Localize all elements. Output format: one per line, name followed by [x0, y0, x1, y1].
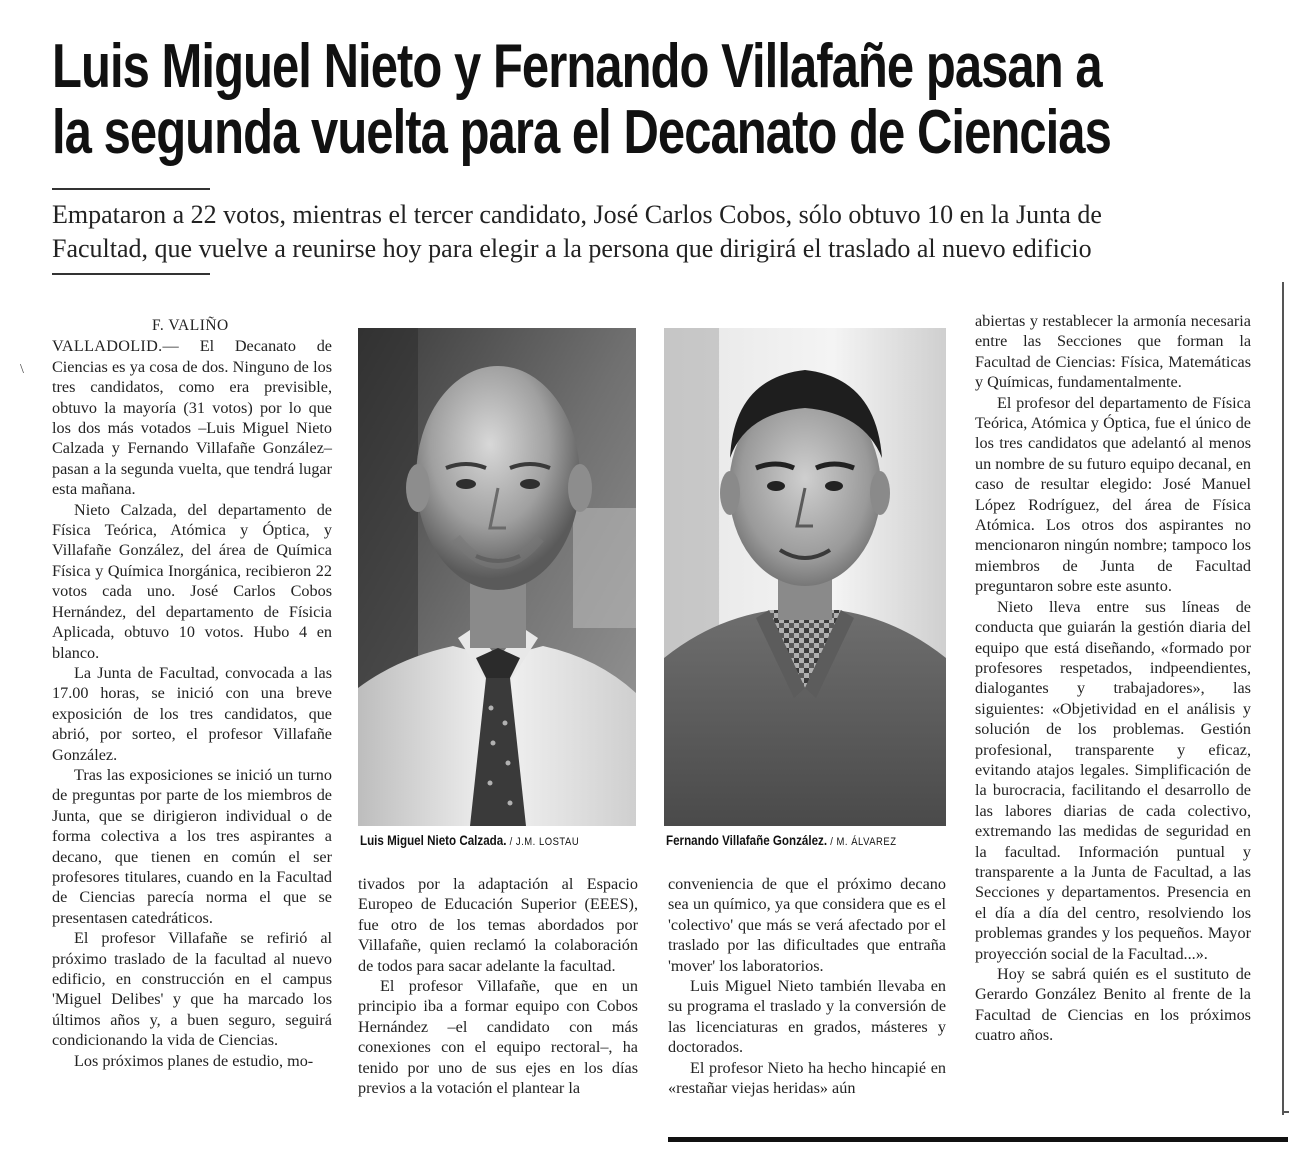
column-1-paragraph-3: La Junta de Facultad, convocada a las 17.00 horas, se inició con una breve exposición de los tres candidatos, que abrió, por sorteo, el profesor Villafañe González. — [52, 663, 332, 764]
article-column-2 — [358, 874, 638, 1098]
subhead-top-rule — [52, 188, 210, 190]
article-column-3 — [668, 874, 946, 1098]
page-edge-tick — [1282, 1111, 1289, 1113]
subhead-bottom-rule — [52, 273, 210, 275]
column-1-paragraph-2: Nieto Calzada, del departamento de Física Teórica, Atómica y Óptica, y Villafañe González, del área de Química Física y Química Inorgánica, recibieron 22 votos cada uno. José Carlos Cobos Hernández, del departamento de Físicia Aplicada, obtuvo 10 votos. Hubo 4 en blanco. — [52, 500, 332, 662]
headline-line-2: la segunda vuelta para el Decanato de Ciencias — [52, 98, 1111, 167]
column-1-paragraph-1 — [52, 336, 332, 499]
portrait-image — [664, 328, 946, 826]
subhead-line-1: Empataron a 22 votos, mientras el tercer candidato, José Carlos Cobos, sólo obtuvo 10 en la Junta de — [52, 200, 1102, 229]
column-2-paragraph-1: tivados por la adaptación al Espacio Europeo de Educación Superior (EEES), fue otro de los temas abordados por Villafañe, quien reclamó la colaboración de todos para sacar adelante la facultad. — [358, 875, 638, 975]
photo-1-credit: / J.M. LOSTAU — [506, 836, 580, 848]
column-3-paragraph-3: El profesor Nieto ha hecho hincapié en «restañar viejas heridas» aún — [668, 1058, 946, 1098]
column-1-paragraph-4: Tras las exposiciones se inició un turno de preguntas por parte de los miembros de Junta, que se dirigieron individual o de forma colectiva a los tres aspirantes a decano, que tienen en común el ser profesores titulares, cuando en la Facultad de Ciencias parecía norma el que se presentasen catedráticos. — [52, 765, 332, 927]
subhead — [52, 198, 1272, 266]
column-4-paragraph-1: abiertas y restablecer la armonía necesaria entre las Secciones que forman la Facultad de Ciencias: Física, Matemáticas y Químicas, fundamentalmente. — [975, 312, 1251, 392]
byline: F. VALIÑO — [152, 317, 229, 334]
column-1-paragraph-5: El profesor Villafañe se refirió al próximo traslado de la facultad al nuevo edificio, en construcción en el campus 'Miguel Delibes' y que ha marcado los últimos años y, a buen seguro, seguirá condicionando la vida de Ciencias. — [52, 929, 332, 1050]
column-1-paragraph-6: Los próximos planes de estudio, mo- — [74, 1051, 314, 1070]
column-4-paragraph-4: Hoy se sabrá quién es el sustituto de Gerardo González Benito al frente de la Facultad de Ciencias en los próximos cuatro años. — [975, 965, 1251, 1045]
column-3-paragraph-2: Luis Miguel Nieto también llevaba en su programa el traslado y la conversión de las licenciaturas en grados, másteres y doctorados. — [668, 977, 946, 1057]
article-column-1 — [52, 316, 332, 1071]
column-1-paragraph-1-text: El Decanato de Ciencias es ya cosa de dos. Ninguno de los tres candidatos, como era previsible, obtuvo la mayoría (31 votos) por lo que los dos más votados –Luis Miguel Nieto Calzada y Fernando Villafañe González– pasan a la segunda vuelta, que tendrá lugar esta mañana. — [52, 337, 332, 499]
photo-2-caption-name: Fernando Villafañe González. — [666, 833, 828, 848]
subhead-line-2: Facultad, que vuelve a reunirse hoy para elegir a la persona que dirigirá el traslado al nuevo edificio — [52, 234, 1092, 263]
photo-fernando-villafane — [664, 328, 946, 826]
column-4-paragraph-2: El profesor del departamento de Física Teórica, Atómica y Óptica, fue el único de los tres candidatos que adelantó al menos un nombre de su futuro equipo decanal, en caso de resultar elegido: José Manuel López Rodríguez, del área de Física Atómica. Los otros dos aspirantes no mencionaron ningún nombre; tampoco los miembros de Junta de Facultad preguntaron sobre este asunto. — [975, 393, 1252, 596]
article-column-4 — [975, 311, 1251, 1046]
dateline: VALLADOLID.— — [52, 337, 179, 356]
page-edge-rule — [1282, 282, 1284, 1115]
photo-1-caption-name: Luis Miguel Nieto Calzada. — [360, 833, 507, 848]
column-3-paragraph-1: conveniencia de que el próximo decano sea un químico, ya que considera que es el 'colectivo' que más se verá afectado por el traslado por las dificultades que entraña 'mover' los laboratorios. — [668, 875, 946, 975]
headline — [52, 32, 1111, 167]
stray-mark: \ — [20, 362, 24, 377]
photo-2-caption — [666, 833, 897, 848]
column-2-paragraph-2: El profesor Villafañe, que en un principio iba a formar equipo con Cobos Hernández –el candidato con más conexiones con el equipo rectoral–, ha tenido por uno de sus ejes en los días previos a la votación el plantear la — [358, 977, 638, 1098]
photo-2-credit: / M. ÁLVAREZ — [827, 836, 897, 848]
photo-1-caption — [360, 833, 579, 848]
column-4-paragraph-3: Nieto lleva entre sus líneas de conducta que guiarán la gestión diaria del equipo que está diseñando, «formado por profesores respetados, indpeendientes, dialogantes y trabajadores», las siguientes: «Objetividad en el análisis y solución de los problemas. Gestión profesional, transparente y eficaz, evitando atajos legales. Simplificación de la burocracia, facilitando el desarrollo de las labores diarias de cada colectivo, extremando las medidas de seguridad en la facultad. Información puntual y transparente a la Junta de Facultad, a las Secciones y departamentos. Presencia en el día a día del centro, resolviendo los problemas grandes y los pequeños. Mayor proyección social de la Facultad...». — [975, 597, 1251, 963]
bottom-bar — [668, 1137, 1288, 1142]
headline-line-1: Luis Miguel Nieto y Fernando Villafañe pasan a — [52, 32, 1102, 101]
portrait-image — [358, 328, 636, 826]
photo-luis-miguel-nieto — [358, 328, 636, 826]
